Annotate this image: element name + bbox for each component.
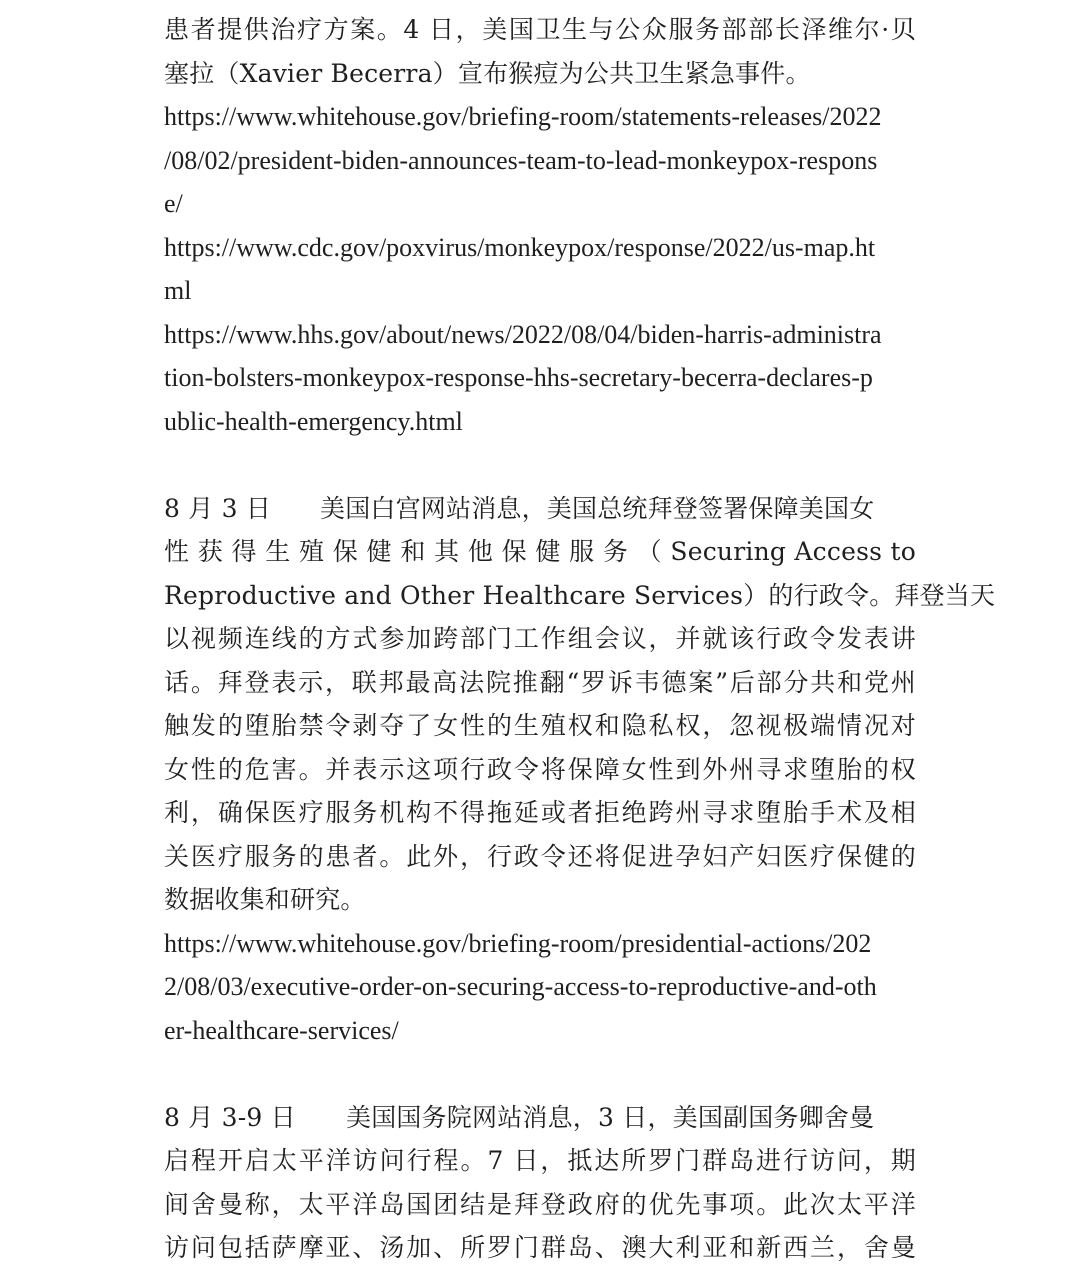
text-line: 女性的危害。并表示这项行政令将保障女性到外州寻求堕胎的权 — [164, 754, 916, 784]
url-line: https://www.whitehouse.gov/briefing-room/presidential-actions/202 — [164, 928, 872, 958]
url-line: ublic-health-emergency.html — [164, 406, 463, 436]
paragraph-gap — [164, 1052, 916, 1096]
text-line: 性 获 得 生 殖 保 健 和 其 他 保 健 服 务 （ Securing Access to — [164, 537, 916, 566]
text-line: 间舍曼称，太平洋岛国团结是拜登政府的优先事项。此次太平洋 — [164, 1189, 916, 1219]
url-line: tion-bolsters-monkeypox-response-hhs-secretary-becerra-declares-p — [164, 363, 873, 392]
url-line: 2/08/03/executive-order-on-securing-access-to-reproductive-and-oth — [164, 972, 877, 1001]
url-line: er-healthcare-services/ — [164, 1015, 399, 1045]
entry-first-line — [164, 487, 916, 531]
text-line: 启程开启太平洋访问行程。7 日，抵达所罗门群岛进行访问，期 — [164, 1146, 916, 1175]
entry-lead-text: 美国国务院网站消息，3 日，美国副国务卿舍曼 — [346, 1102, 875, 1132]
text-line: 以视频连线的方式参加跨部门工作组会议，并就该行政令发表讲 — [164, 624, 916, 653]
url-line: ml — [164, 276, 192, 305]
entry-first-line — [164, 1096, 916, 1140]
text-line: 利，确保医疗服务机构不得拖延或者拒绝跨州寻求堕胎手术及相 — [164, 798, 916, 827]
text-line: 患者提供治疗方案。4 日，美国卫生与公众服务部部长泽维尔·贝 — [164, 15, 916, 44]
paragraph-gap — [164, 443, 916, 487]
paragraph-monkeypox-continued — [164, 8, 916, 95]
text-line: Reproductive and Other Healthcare Services）的行政令。拜登当天 — [164, 580, 996, 610]
text-line: 塞拉（Xavier Becerra）宣布猴痘为公共卫生紧急事件。 — [164, 58, 811, 88]
paragraph-aug-3-9 — [164, 1096, 916, 1270]
text-line: 数据收集和研究。 — [164, 885, 366, 914]
document-page — [164, 8, 996, 1270]
entry-date: 8 月 3-9 日 — [164, 1102, 296, 1132]
url-line: e/ — [164, 189, 183, 218]
paragraph-aug-3 — [164, 487, 996, 922]
text-line: 话。拜登表示，联邦最高法院推翻“罗诉韦德案”后部分共和党州 — [164, 667, 916, 697]
url-list — [164, 95, 916, 443]
entry-date: 8 月 3 日 — [164, 493, 272, 523]
text-line: 访问包括萨摩亚、汤加、所罗门群岛、澳大利亚和新西兰，舍曼 — [164, 1233, 916, 1262]
url-list — [164, 922, 916, 1053]
url-line: https://www.whitehouse.gov/briefing-room/statements-releases/2022 — [164, 102, 882, 131]
url-line: https://www.cdc.gov/poxvirus/monkeypox/response/2022/us-map.ht — [164, 232, 876, 262]
url-line: https://www.hhs.gov/about/news/2022/08/04/biden-harris-administra — [164, 319, 882, 349]
url-line: /08/02/president-biden-announces-team-to-lead-monkeypox-respons — [164, 145, 878, 175]
text-line: 触发的堕胎禁令剥夺了女性的生殖权和隐私权，忽视极端情况对 — [164, 711, 916, 740]
entry-lead-text: 美国白宫网站消息，美国总统拜登签署保障美国女 — [320, 493, 875, 523]
text-line: 关医疗服务的患者。此外，行政令还将促进孕妇产妇医疗保健的 — [164, 841, 916, 871]
